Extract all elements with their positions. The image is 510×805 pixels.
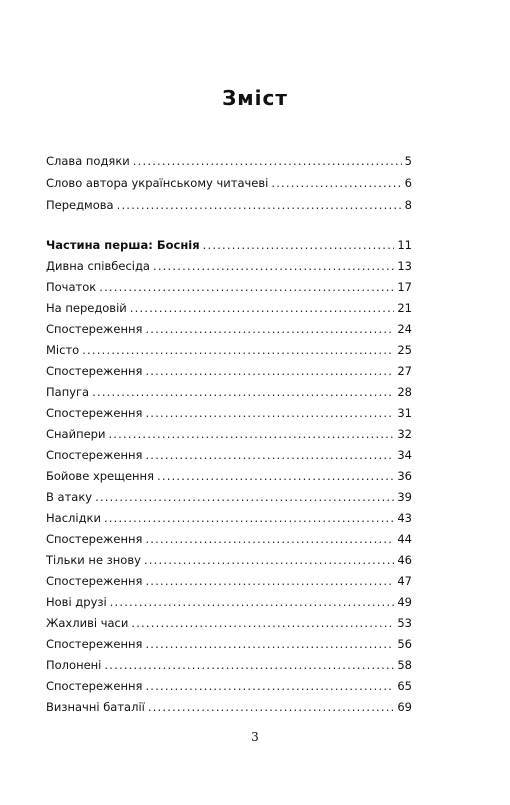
toc-entry-page-number: 34 [397,448,412,462]
toc-entry-page-number: 24 [397,322,412,336]
page-title: Зміст [222,86,288,110]
toc-entry-title: На передовій [46,301,127,315]
toc-entry-title: Полонені [46,658,102,672]
toc-entry-page-number: 44 [397,532,412,546]
dot-leader [117,198,402,212]
dot-leader [145,448,394,462]
toc-entry-page-number: 47 [397,574,412,588]
toc-entry [46,198,412,218]
dot-leader [145,364,394,378]
toc-entry-title: Спостереження [46,574,143,588]
toc-entry-title: Слава подяки [46,154,130,168]
toc-entry-page-number: 21 [397,301,412,315]
toc-entry-title: Снайпери [46,427,106,441]
toc-entry [46,679,412,699]
toc-entry-page-number: 5 [404,154,412,168]
toc-entry-page-number: 65 [397,679,412,693]
dot-leader [144,553,394,567]
dot-leader [145,637,394,651]
dot-leader [148,700,395,714]
toc-entry [46,532,412,552]
toc-entry [46,511,412,531]
toc-entry [46,364,412,384]
toc-entry [46,280,412,300]
toc-entry-title: Слово автора українському читачеві [46,176,269,190]
toc-entry-title: Початок [46,280,97,294]
toc-entry-page-number: 43 [397,511,412,525]
dot-leader [82,343,394,357]
toc-entry-title: Наслідки [46,511,101,525]
toc-entry-title: Спостереження [46,637,143,651]
toc-entry [46,658,412,678]
toc-entry-title: Спостереження [46,364,143,378]
toc-entry-page-number: 28 [397,385,412,399]
toc-entry [46,553,412,573]
toc-entry-page-number: 27 [397,364,412,378]
toc-entry-title: Місто [46,343,80,357]
toc-entry [46,259,412,279]
toc-entry [46,343,412,363]
toc-entry-title: Спостереження [46,532,143,546]
dot-leader [104,511,394,525]
toc-entry-page-number: 6 [404,176,412,190]
dot-leader [104,658,394,672]
toc-entry-page-number: 58 [397,658,412,672]
toc-entry-title: Спостереження [46,448,143,462]
dot-leader [95,490,394,504]
dot-leader [145,322,394,336]
toc-entry [46,448,412,468]
toc-entry-page-number: 13 [397,259,412,273]
dot-leader [108,427,394,441]
toc-entry-title: Спостереження [46,322,143,336]
dot-leader [130,301,395,315]
toc-entry [46,700,412,720]
toc-entry-title: Папуга [46,385,90,399]
toc-entry [46,637,412,657]
toc-entry [46,490,412,510]
toc-entry-page-number: 46 [397,553,412,567]
toc-entry [46,385,412,405]
toc-entry-title: Дивна співбесіда [46,259,150,273]
toc-entry-page-number: 49 [397,595,412,609]
toc-entry-title: Жахливі часи [46,616,129,630]
dot-leader [145,574,394,588]
toc-entry-page-number: 39 [397,490,412,504]
dot-leader [153,259,394,273]
toc-entry [46,406,412,426]
toc-part-heading [46,238,412,258]
toc-entry-title: Бойове хрещення [46,469,154,483]
toc-entry-page-number: 56 [397,637,412,651]
toc-entry-page-number: 11 [397,238,412,252]
toc-entry-page-number: 69 [397,700,412,714]
dot-leader [271,176,401,190]
toc-entry-title: Передмова [46,198,114,212]
toc-entry-title: Нові друзі [46,595,107,609]
dot-leader [145,406,394,420]
toc-entry-page-number: 8 [404,198,412,212]
toc-entry [46,574,412,594]
toc-entry-title: Визначні баталії [46,700,145,714]
toc-entry-title: В атаку [46,490,93,504]
dot-leader [110,595,395,609]
toc-entry [46,427,412,447]
dot-leader [99,280,394,294]
toc-entry-page-number: 25 [397,343,412,357]
dot-leader [133,154,402,168]
toc-entry-page-number: 31 [397,406,412,420]
toc-entry [46,322,412,342]
toc-entry-page-number: 36 [397,469,412,483]
toc-entry [46,176,412,196]
toc-entry-title: Спостереження [46,679,143,693]
toc-entry-page-number: 53 [397,616,412,630]
dot-leader [92,385,394,399]
dot-leader [157,469,394,483]
toc-entry [46,616,412,636]
toc-entry-title: Спостереження [46,406,143,420]
toc-entry-title: Частина перша: Боснія [46,238,200,252]
toc-entry [46,469,412,489]
toc-entry-page-number: 17 [397,280,412,294]
toc-entry [46,154,412,174]
toc-entry-page-number: 32 [397,427,412,441]
dot-leader [145,679,394,693]
dot-leader [131,616,394,630]
page-number: 3 [251,730,259,744]
dot-leader [145,532,394,546]
dot-leader [203,238,395,252]
toc-entry-title: Тільки не знову [46,553,141,567]
toc-entry [46,301,412,321]
toc-entry [46,595,412,615]
